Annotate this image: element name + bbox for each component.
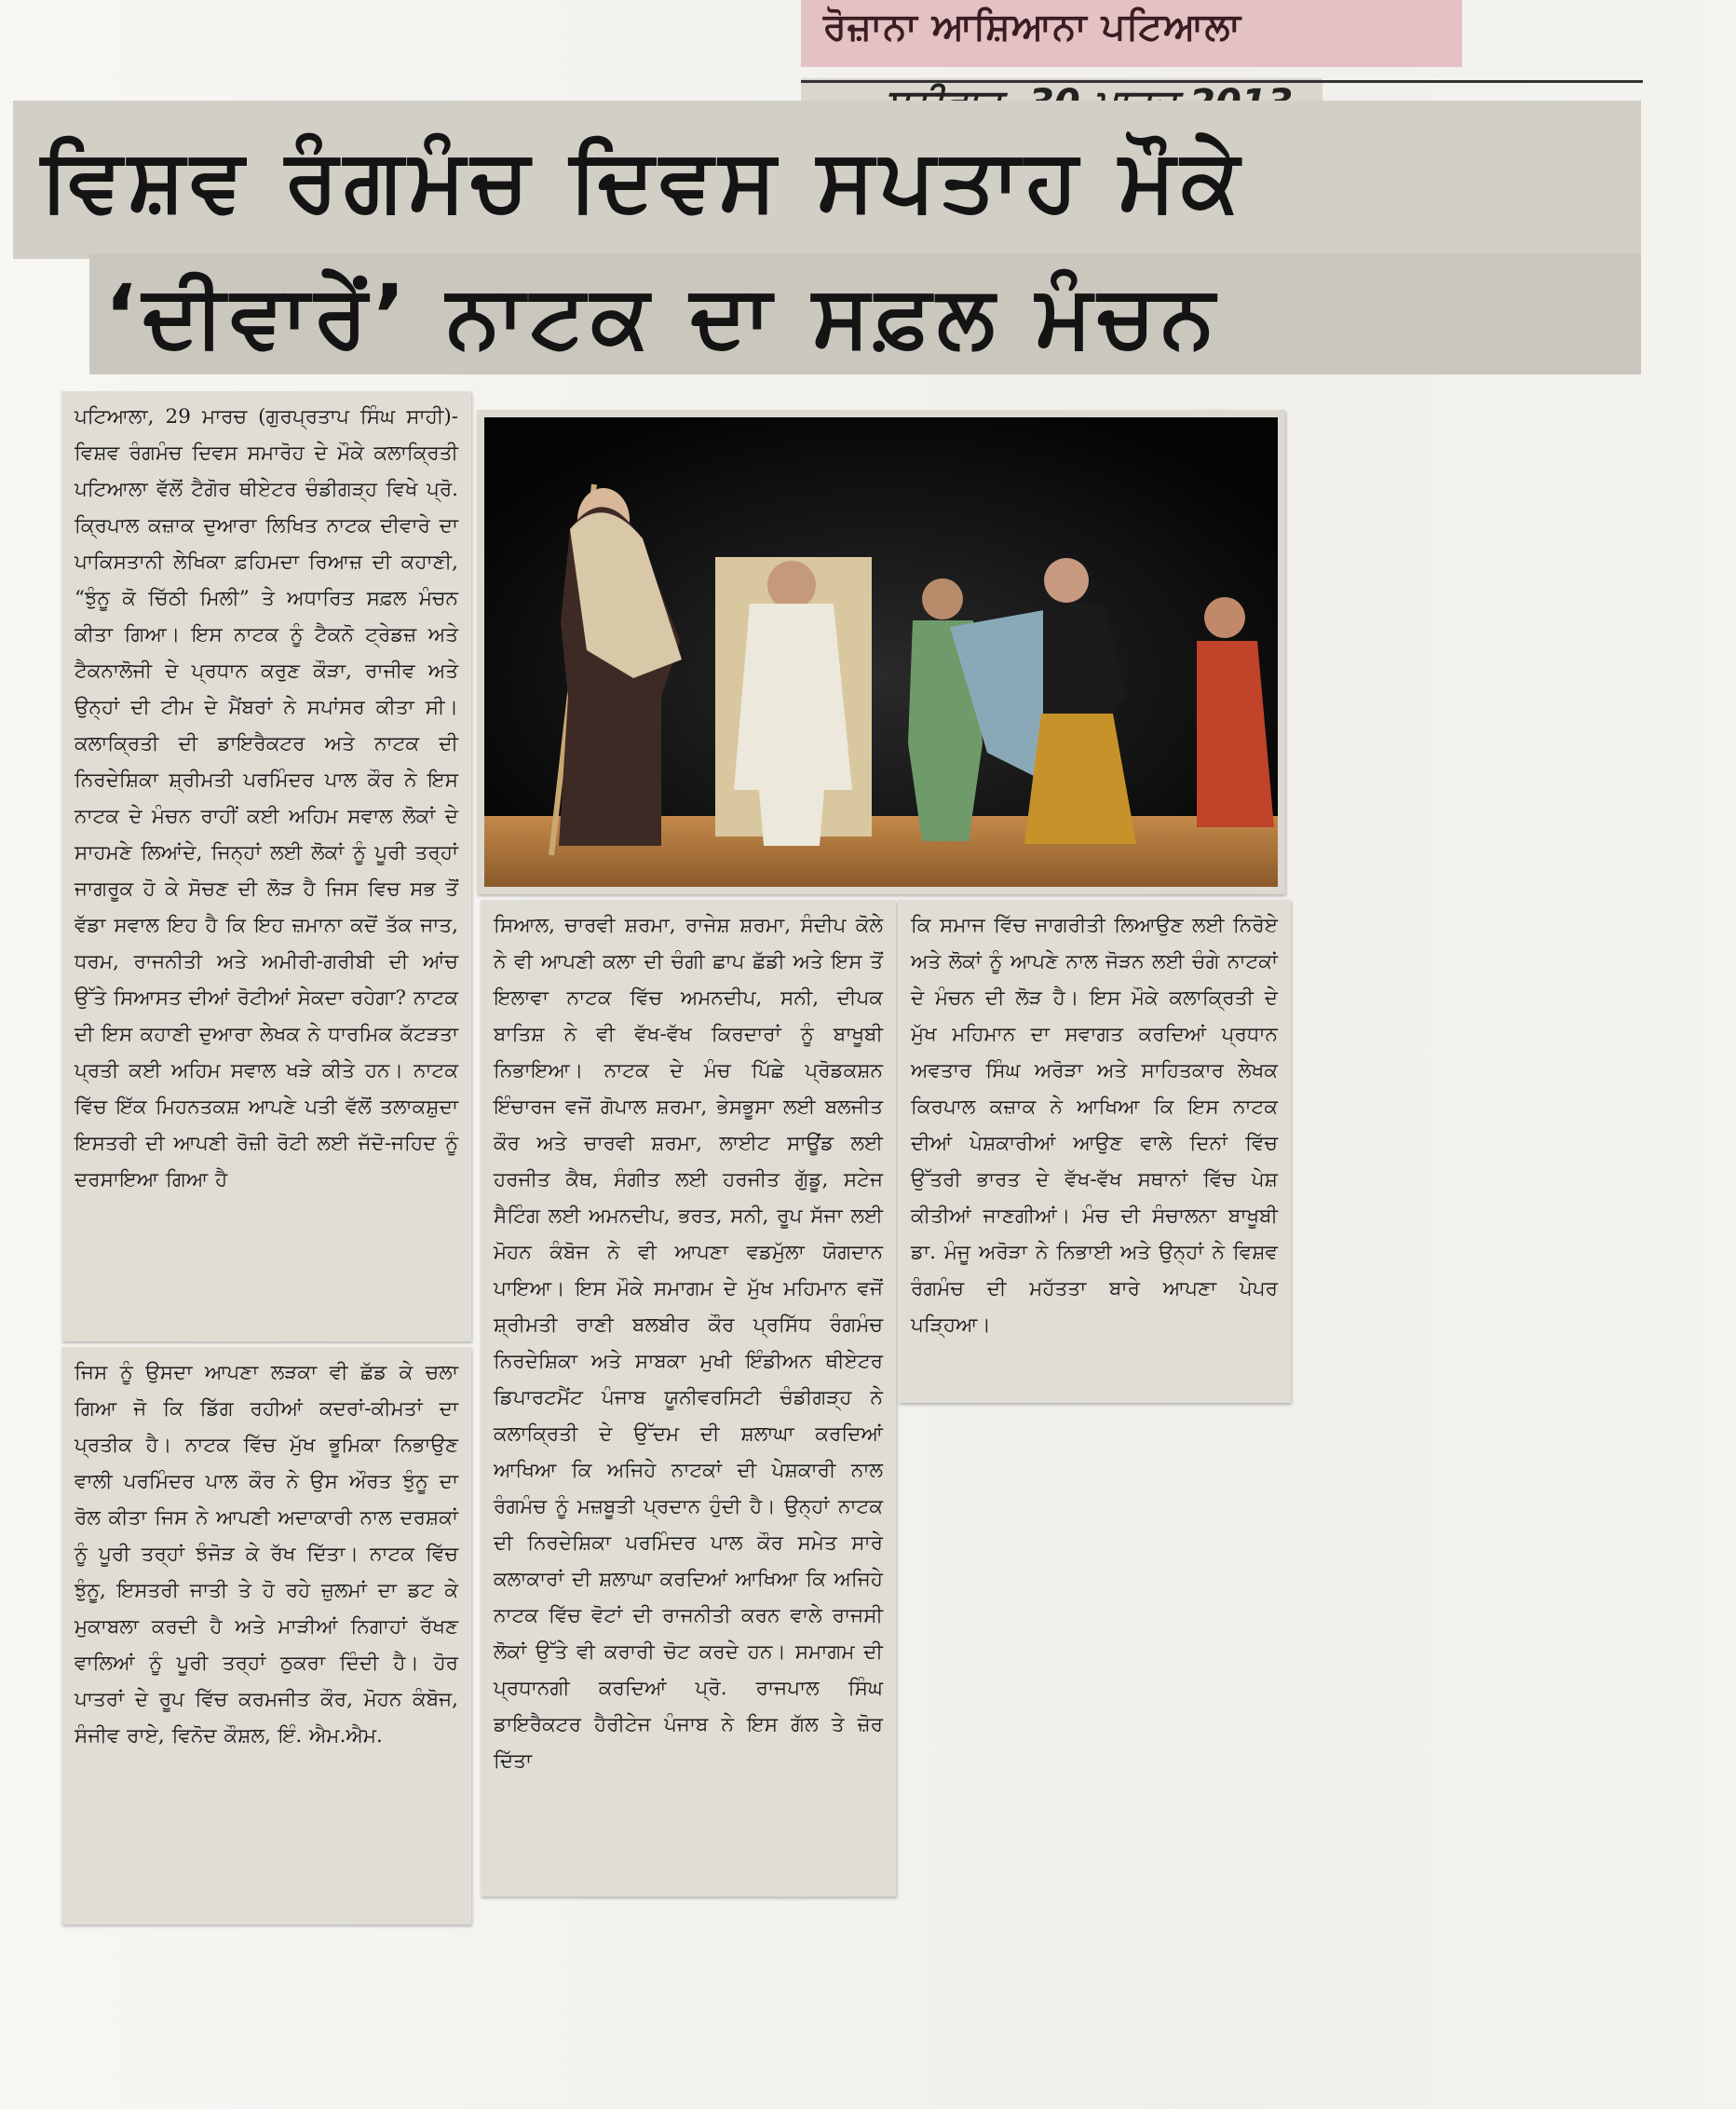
article-column-1-top [61,391,471,1341]
headline-text-1: ਵਿਸ਼ਵ ਰੰਗਮੰਚ ਦਿਵਸ ਸਪਤਾਹ ਮੌਕੇ [41,130,1245,230]
headline-line-1 [13,101,1641,259]
stage-performance-photo [484,417,1278,887]
column-text: ਕਿ ਸਮਾਜ ਵਿੱਚ ਜਾਗਰੀਤੀ ਲਿਆਉਣ ਲਈ ਨਿਰੋਏ ਅਤੇ ਲੋਕਾਂ ਨੂੰ ਆਪਣੇ ਨਾਲ ਜੋੜਨ ਲਈ ਚੰਗੇ ਨਾਟਕਾਂ ਦੇ ਮੰਚਨ ਦੀ ਲੋੜ ਹੈ। ਇਸ ਮੌਕੇ ਕਲਾਕ੍ਰਿਤੀ ਦੇ ਮੁੱਖ ਮਹਿਮਾਨ ਦਾ ਸਵਾਗਤ ਕਰਦਿਆਂ ਪ੍ਰਧਾਨ ਅਵਤਾਰ ਸਿੰਘ ਅਰੋੜਾ ਅਤੇ ਸਾਹਿਤਕਾਰ ਲੇਖਕ ਕਿਰਪਾਲ ਕਜ਼ਾਕ ਨੇ ਆਖਿਆ ਕਿ ਇਸ ਨਾਟਕ ਦੀਆਂ ਪੇਸ਼ਕਾਰੀਆਂ ਆਉਣ ਵਾਲੇ ਦਿਨਾਂ ਵਿੱਚ ਉੱਤਰੀ ਭਾਰਤ ਦੇ ਵੱਖ-ਵੱਖ ਸਥਾਨਾਂ ਵਿੱਚ ਪੇਸ਼ ਕੀਤੀਆਂ ਜਾਣਗੀਆਂ। ਮੰਚ ਦੀ ਸੰਚਾਲਨਾ ਬਾਖੂਬੀ ਡਾ. ਮੰਜੂ ਅਰੋੜਾ ਨੇ ਨਿਭਾਈ ਅਤੇ ਉਨ੍ਹਾਂ ਨੇ ਵਿਸ਼ਵ ਰੰਗਮੰਚ ਦੀ ਮਹੱਤਤਾ ਬਾਰੇ ਆਪਣਾ ਪੇਪਰ ਪੜ੍ਹਿਆ। [911,914,1278,1337]
newspaper-masthead [801,0,1462,67]
article-column-2 [481,900,896,1897]
column-text: ਜਿਸ ਨੂੰ ਉਸਦਾ ਆਪਣਾ ਲੜਕਾ ਵੀ ਛੱਡ ਕੇ ਚਲਾ ਗਿਆ ਜੋ ਕਿ ਡਿੱਗ ਰਹੀਆਂ ਕਦਰਾਂ-ਕੀਮਤਾਂ ਦਾ ਪ੍ਰਤੀਕ ਹੈ। ਨਾਟਕ ਵਿੱਚ ਮੁੱਖ ਭੂਮਿਕਾ ਨਿਭਾਉਣ ਵਾਲੀ ਪਰਮਿੰਦਰ ਪਾਲ ਕੌਰ ਨੇ ਉਸ ਔਰਤ ਝੁੰਨੂ ਦਾ ਰੋਲ ਕੀਤਾ ਜਿਸ ਨੇ ਆਪਣੀ ਅਦਾਕਾਰੀ ਨਾਲ ਦਰਸ਼ਕਾਂ ਨੂੰ ਪੂਰੀ ਤਰ੍ਹਾਂ ਝੰਜੋੜ ਕੇ ਰੱਖ ਦਿੱਤਾ। ਨਾਟਕ ਵਿੱਚ ਝੁੰਨੂ, ਇਸਤਰੀ ਜਾਤੀ ਤੇ ਹੋ ਰਹੇ ਜ਼ੁਲਮਾਂ ਦਾ ਡਟ ਕੇ ਮੁਕਾਬਲਾ ਕਰਦੀ ਹੈ ਅਤੇ ਮਾੜੀਆਂ ਨਿਗਾਹਾਂ ਰੱਖਣ ਵਾਲਿਆਂ ਨੂੰ ਪੂਰੀ ਤਰ੍ਹਾਂ ਠੁਕਰਾ ਦਿੰਦੀ ਹੈ। ਹੋਰ ਪਾਤਰਾਂ ਦੇ ਰੂਪ ਵਿੱਚ ਕਰਮਜੀਤ ਕੌਰ, ਮੋਹਨ ਕੰਬੋਜ, ਸੰਜੀਵ ਰਾਏ, ਵਿਨੋਦ ਕੌਸ਼ਲ, ਇੰ. ਐਮ.ਐਮ. [75,1361,458,1748]
column-text: ਪਟਿਆਲਾ, 29 ਮਾਰਚ (ਗੁਰਪ੍ਰਤਾਪ ਸਿੰਘ ਸਾਹੀ)-ਵਿਸ਼ਵ ਰੰਗਮੰਚ ਦਿਵਸ ਸਮਾਰੋਹ ਦੇ ਮੌਕੇ ਕਲਾਕ੍ਰਿਤੀ ਪਟਿਆਲਾ ਵੱਲੋਂ ਟੈਗੋਰ ਥੀਏਟਰ ਚੰਡੀਗੜ੍ਹ ਵਿਖੇ ਪ੍ਰੋ. ਕ੍ਰਿਪਾਲ ਕਜ਼ਾਕ ਦੁਆਰਾ ਲਿਖਿਤ ਨਾਟਕ ਦੀਵਾਰੇ ਦਾ ਪਾਕਿਸਤਾਨੀ ਲੇਖਿਕਾ ਫ਼ਹਿਮਦਾ ਰਿਆਜ਼ ਦੀ ਕਹਾਣੀ, “ਝੁੰਨੂ ਕੋ ਚਿੱਠੀ ਮਿਲੀ” ਤੇ ਅਧਾਰਿਤ ਸਫ਼ਲ ਮੰਚਨ ਕੀਤਾ ਗਿਆ। ਇਸ ਨਾਟਕ ਨੂੰ ਟੈਕਨੋ ਟ੍ਰੇਡਜ਼ ਅਤੇ ਟੈਕਨਾਲੋਜੀ ਦੇ ਪ੍ਰਧਾਨ ਕਰੁਣ ਕੌੜਾ, ਰਾਜੀਵ ਅਤੇ ਉਨ੍ਹਾਂ ਦੀ ਟੀਮ ਦੇ ਮੈਂਬਰਾਂ ਨੇ ਸਪਾਂਸਰ ਕੀਤਾ ਸੀ। ਕਲਾਕ੍ਰਿਤੀ ਦੀ ਡਾਇਰੈਕਟਰ ਅਤੇ ਨਾਟਕ ਦੀ ਨਿਰਦੇਸ਼ਿਕਾ ਸ਼੍ਰੀਮਤੀ ਪਰਮਿੰਦਰ ਪਾਲ ਕੌਰ ਨੇ ਇਸ ਨਾਟਕ ਦੇ ਮੰਚਨ ਰਾਹੀਂ ਕਈ ਅਹਿਮ ਸਵਾਲ ਲੋਕਾਂ ਦੇ ਸਾਹਮਣੇ ਲਿਆਂਦੇ, ਜਿਨ੍ਹਾਂ ਲਈ ਲੋਕਾਂ ਨੂੰ ਪੂਰੀ ਤਰ੍ਹਾਂ ਜਾਗਰੂਕ ਹੋ ਕੇ ਸੋਚਣ ਦੀ ਲੋੜ ਹੈ ਜਿਸ ਵਿਚ ਸਭ ਤੋਂ ਵੱਡਾ ਸਵਾਲ ਇਹ ਹੈ ਕਿ ਇਹ ਜ਼ਮਾਨਾ ਕਦੋਂ ਤੱਕ ਜਾਤ, ਧਰਮ, ਰਾਜਨੀਤੀ ਅਤੇ ਅਮੀਰੀ-ਗਰੀਬੀ ਦੀ ਆਂਚ ਉੱਤੇ ਸਿਆਸਤ ਦੀਆਂ ਰੋਟੀਆਂ ਸੇਕਦਾ ਰਹੇਗਾ? ਨਾਟਕ ਦੀ ਇਸ ਕਹਾਣੀ ਦੁਆਰਾ ਲੇਖਕ ਨੇ ਧਾਰਮਿਕ ਕੱਟੜਤਾ ਪ੍ਰਤੀ ਕਈ ਅਹਿਮ ਸਵਾਲ ਖੜੇ ਕੀਤੇ ਹਨ। ਨਾਟਕ ਵਿੱਚ ਇੱਕ ਮਿਹਨਤਕਸ਼ ਆਪਣੇ ਪਤੀ ਵੱਲੋਂ ਤਲਾਕਸ਼ੁਦਾ ਇਸਤਰੀ ਦੀ ਆਪਣੀ ਰੋਜ਼ੀ ਰੋਟੀ ਲਈ ਜੱਦੋ-ਜਹਿਦ ਨੂੰ ਦਰਸਾਇਆ ਗਿਆ ਹੈ [75,405,458,1191]
article-column-3 [898,900,1291,1403]
dateline-rule [801,80,1643,83]
masthead-title: ਰੋਜ਼ਾਨਾ ਆਸ਼ਿਆਨਾ ਪਟਿਆਲਾ [823,6,1241,48]
article-column-1-bottom [61,1347,471,1925]
headline-line-2 [89,253,1641,374]
column-text: ਸਿਆਲ, ਚਾਰਵੀ ਸ਼ਰਮਾ, ਰਾਜੇਸ਼ ਸ਼ਰਮਾ, ਸੰਦੀਪ ਕੋਲੇ ਨੇ ਵੀ ਆਪਣੀ ਕਲਾ ਦੀ ਚੰਗੀ ਛਾਪ ਛੱਡੀ ਅਤੇ ਇਸ ਤੋਂ ਇਲਾਵਾ ਨਾਟਕ ਵਿੱਚ ਅਮਨਦੀਪ, ਸਨੀ, ਦੀਪਕ ਬਾਤਿਸ਼ ਨੇ ਵੀ ਵੱਖ-ਵੱਖ ਕਿਰਦਾਰਾਂ ਨੂੰ ਬਾਖੂਬੀ ਨਿਭਾਇਆ। ਨਾਟਕ ਦੇ ਮੰਚ ਪਿੱਛੇ ਪ੍ਰੋਡਕਸ਼ਨ ਇੰਚਾਰਜ ਵਜੋਂ ਗੋਪਾਲ ਸ਼ਰਮਾ, ਭੇਸਭੂਸਾ ਲਈ ਬਲਜੀਤ ਕੌਰ ਅਤੇ ਚਾਰਵੀ ਸ਼ਰਮਾ, ਲਾਈਟ ਸਾਊਂਡ ਲਈ ਹਰਜੀਤ ਕੈਥ, ਸੰਗੀਤ ਲਈ ਹਰਜੀਤ ਗੁੱਡੂ, ਸਟੇਜ ਸੈਟਿੰਗ ਲਈ ਅਮਨਦੀਪ, ਭਰਤ, ਸਨੀ, ਰੂਪ ਸੱਜਾ ਲਈ ਮੋਹਨ ਕੰਬੋਜ ਨੇ ਵੀ ਆਪਣਾ ਵਡਮੁੱਲਾ ਯੋਗਦਾਨ ਪਾਇਆ। ਇਸ ਮੌਕੇ ਸਮਾਗਮ ਦੇ ਮੁੱਖ ਮਹਿਮਾਨ ਵਜੋਂ ਸ਼੍ਰੀਮਤੀ ਰਾਣੀ ਬਲਬੀਰ ਕੌਰ ਪ੍ਰਸਿੱਧ ਰੰਗਮੰਚ ਨਿਰਦੇਸ਼ਿਕਾ ਅਤੇ ਸਾਬਕਾ ਮੁਖੀ ਇੰਡੀਅਨ ਥੀਏਟਰ ਡਿਪਾਰਟਮੈਂਟ ਪੰਜਾਬ ਯੂਨੀਵਰਸਿਟੀ ਚੰਡੀਗੜ੍ਹ ਨੇ ਕਲਾਕ੍ਰਿਤੀ ਦੇ ਉੱਦਮ ਦੀ ਸ਼ਲਾਘਾ ਕਰਦਿਆਂ ਆਖਿਆ ਕਿ ਅਜਿਹੇ ਨਾਟਕਾਂ ਦੀ ਪੇਸ਼ਕਾਰੀ ਨਾਲ ਰੰਗਮੰਚ ਨੂੰ ਮਜ਼ਬੂਤੀ ਪ੍ਰਦਾਨ ਹੁੰਦੀ ਹੈ। ਉਨ੍ਹਾਂ ਨਾਟਕ ਦੀ ਨਿਰਦੇਸ਼ਿਕਾ ਪਰਮਿੰਦਰ ਪਾਲ ਕੌਰ ਸਮੇਤ ਸਾਰੇ ਕਲਾਕਾਰਾਂ ਦੀ ਸ਼ਲਾਘਾ ਕਰਦਿਆਂ ਆਖਿਆ ਕਿ ਅਜਿਹੇ ਨਾਟਕ ਵਿੱਚ ਵੋਟਾਂ ਦੀ ਰਾਜਨੀਤੀ ਕਰਨ ਵਾਲੇ ਰਾਜਸੀ ਲੋਕਾਂ ਉੱਤੇ ਵੀ ਕਰਾਰੀ ਚੋਟ ਕਰਦੇ ਹਨ। ਸਮਾਗਮ ਦੀ ਪ੍ਰਧਾਨਗੀ ਕਰਦਿਆਂ ਪ੍ਰੋ. ਰਾਜਪਾਲ ਸਿੰਘ ਡਾਇਰੈਕਟਰ ਹੈਰੀਟੇਜ ਪੰਜਾਬ ਨੇ ਇਸ ਗੱਲ ਤੇ ਜ਼ੋਰ ਦਿੱਤਾ [494,914,883,1773]
headline-text-2: ‘ਦੀਵਾਰੇਂ’ ਨਾਟਕ ਦਾ ਸਫ਼ਲ ਮੰਚਨ [104,266,1221,366]
